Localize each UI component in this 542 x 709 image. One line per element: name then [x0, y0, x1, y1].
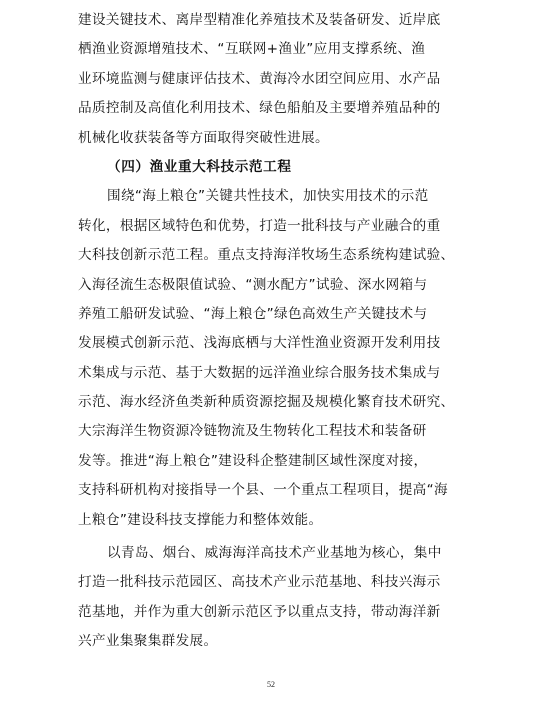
- text-line: 以青岛、烟台、威海海洋高技术产业基地为核心，集中: [107, 545, 442, 562]
- text-line: 品质控制及高值化利用技术、绿色船舶及主要增养殖品种的: [78, 100, 441, 117]
- text-line: 入海径流生态极限值试验、“测水配方”试验、深水网箱与: [78, 276, 428, 293]
- text-line: 大宗海洋生物资源冷链物流及生物转化工程技术和装备研: [78, 423, 427, 440]
- text-line: 养殖工船研发试验、“海上粮仓”绿色高效生产关键技术与: [78, 305, 428, 322]
- text-line: 转化，根据区域特色和优势，打造一批科技与产业融合的重: [78, 217, 441, 234]
- document-body: [78, 6, 470, 657]
- text-line: 术集成与示范、基于大数据的远洋渔业综合服务技术集成与: [78, 364, 441, 381]
- text-line: 打造一批科技示范园区、高技术产业示范基地、科技兴海示: [78, 574, 441, 591]
- text-line: 支持科研机构对接指导一个县、一个重点工程项目，提高“海: [78, 482, 448, 499]
- text-line: 大科技创新示范工程。重点支持海洋牧场生态系统构建试验、: [78, 247, 455, 264]
- text-line: 发展模式创新示范、浅海底栖与大洋性渔业资源开发利用技: [78, 335, 441, 352]
- text-line: 栖渔业资源增殖技术、“互联网+渔业”应用支撑系统、渔: [78, 41, 426, 58]
- text-line: 示范、海水经济鱼类新种质资源挖掘及规模化繁育技术研究、: [78, 394, 455, 411]
- text-line: 业环境监测与健康评估技术、黄海冷水团空间应用、水产品: [78, 70, 441, 87]
- section-heading: （四）渔业重大科技示范工程: [107, 158, 292, 175]
- text-line: 范基地，并作为重大创新示范区予以重点支持，带动海洋新: [78, 603, 441, 620]
- page-number: 52: [267, 680, 275, 689]
- text-line: 围绕“海上粮仓”关键共性技术，加快实用技术的示范: [107, 188, 429, 205]
- text-line: 机械化收获装备等方面取得突破性进展。: [78, 129, 329, 146]
- text-line: 发等。推进“海上粮仓”建设科企整建制区域性深度对接，: [78, 452, 428, 469]
- text-line: 建设关键技术、离岸型精准化养殖技术及装备研发、近岸底: [78, 12, 441, 28]
- text-line: 兴产业集聚集群发展。: [78, 633, 218, 650]
- text-line: 上粮仓”建设科技支撑能力和整体效能。: [78, 511, 323, 528]
